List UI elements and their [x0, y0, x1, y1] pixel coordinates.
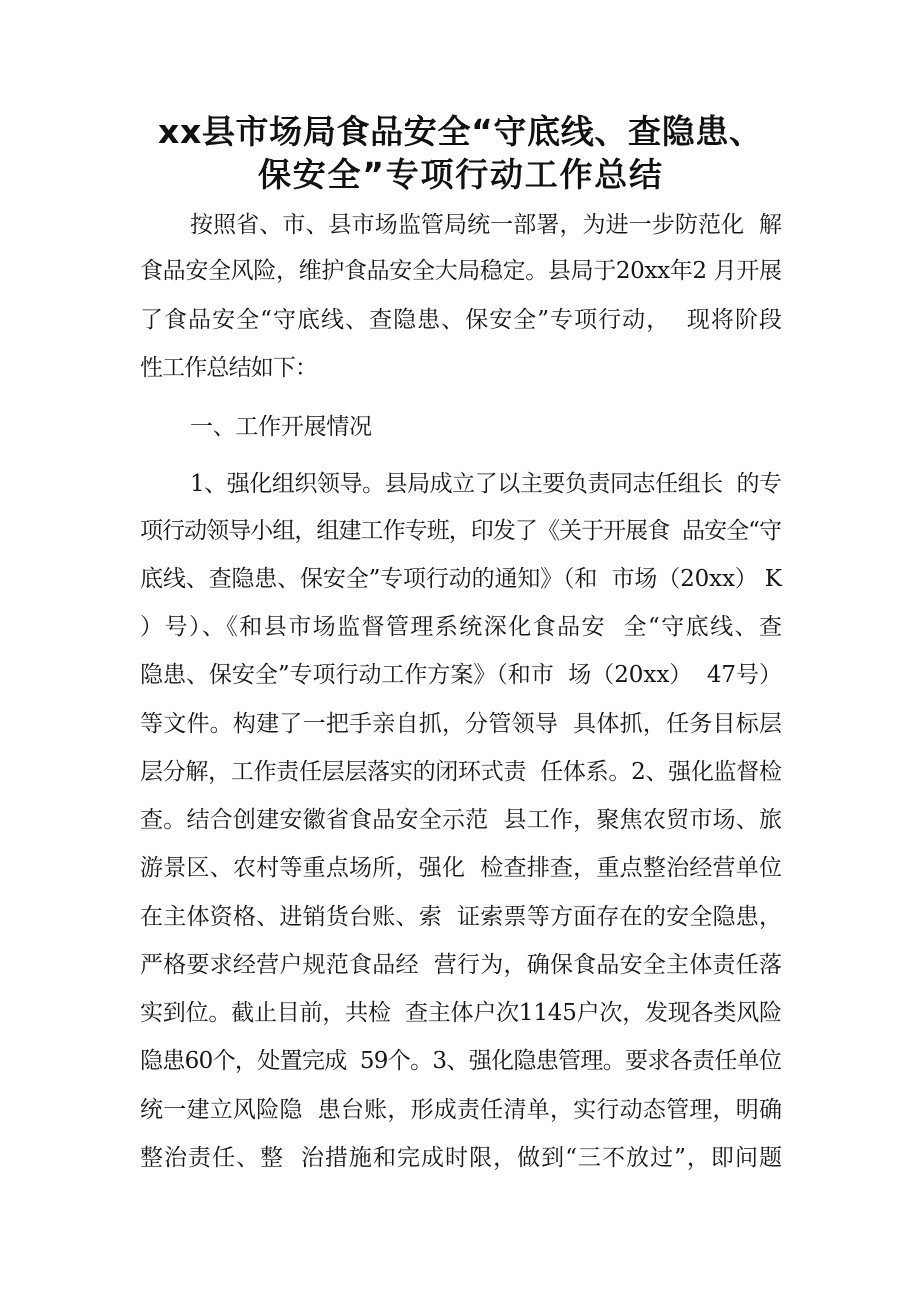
- paragraph-2-line: 统一建立风险隐 患台账，形成责任清单，实行动态管理，明确: [140, 1097, 783, 1123]
- paragraph-2-line: 等文件。构建了一把手亲自抓，分管领导 具体抓，任务目标层: [140, 711, 783, 737]
- paragraph-2-line: 游景区、农村等重点场所，强化 检查排查，重点整治经营单位: [140, 855, 783, 881]
- document-title-line-1: xx县市场局食品安全“守底线、查隐患、: [158, 112, 763, 151]
- paragraph-2-line: 隐患60个，处置完成 59个。3、强化隐患管理。要求各责任单位: [140, 1048, 782, 1074]
- paragraph-2-line: ）号）、《和县市场监督管理系统深化食品安 全“守底线、查: [140, 614, 784, 640]
- paragraph-2-line: 在主体资格、进销货台账、索 证索票等方面存在的安全隐患，: [140, 904, 783, 930]
- paragraph-1-line: 按照省、市、县市场监管局统一部署，为进一步防范化 解: [190, 212, 783, 238]
- paragraph-1-line: 了食品安全“守底线、查隐患、保安全”专项行动， 现将阶段: [140, 307, 784, 333]
- paragraph-2-line: 隐患、保安全”专项行动工作方案》（和市 场（20xx） 47号）: [140, 662, 782, 688]
- paragraph-2-line: 严格要求经营户规范食品经 营行为，确保食品安全主体责任落: [140, 952, 783, 978]
- paragraph-2-line: 实到位。截止目前，共检 查主体户次1145户次，发现各类风险: [140, 1000, 782, 1026]
- paragraph-2-line: 1、强化组织领导。县局成立了以主要负责同志任组长 的专: [190, 471, 782, 497]
- section-heading: 一、工作开展情况: [190, 414, 372, 440]
- paragraph-1-line: 性工作总结如下：: [140, 355, 318, 381]
- paragraph-2-line: 层分解，工作责任层层落实的闭环式责 任体系。2、强化监督检: [140, 759, 782, 785]
- document-title-line-2: 保安全”专项行动工作总结: [258, 155, 664, 194]
- paragraph-2-line: 项行动领导小组，组建工作专班，印发了《关于开展食 品安全“守: [140, 518, 782, 544]
- paragraph-2-line: 整治责任、整 治措施和完成时限，做到“三不放过”，即问题: [140, 1145, 784, 1171]
- paragraph-2-line: 底线、查隐患、保安全”专项行动的通知》（和 市场（20xx） K: [140, 566, 782, 592]
- paragraph-2-line: 查。结合创建安徽省食品安全示范 县工作，聚焦农贸市场、旅: [140, 807, 783, 833]
- paragraph-1-line: 食品安全风险，维护食品安全大局稳定。县局于20xx年2 月开展: [140, 258, 782, 284]
